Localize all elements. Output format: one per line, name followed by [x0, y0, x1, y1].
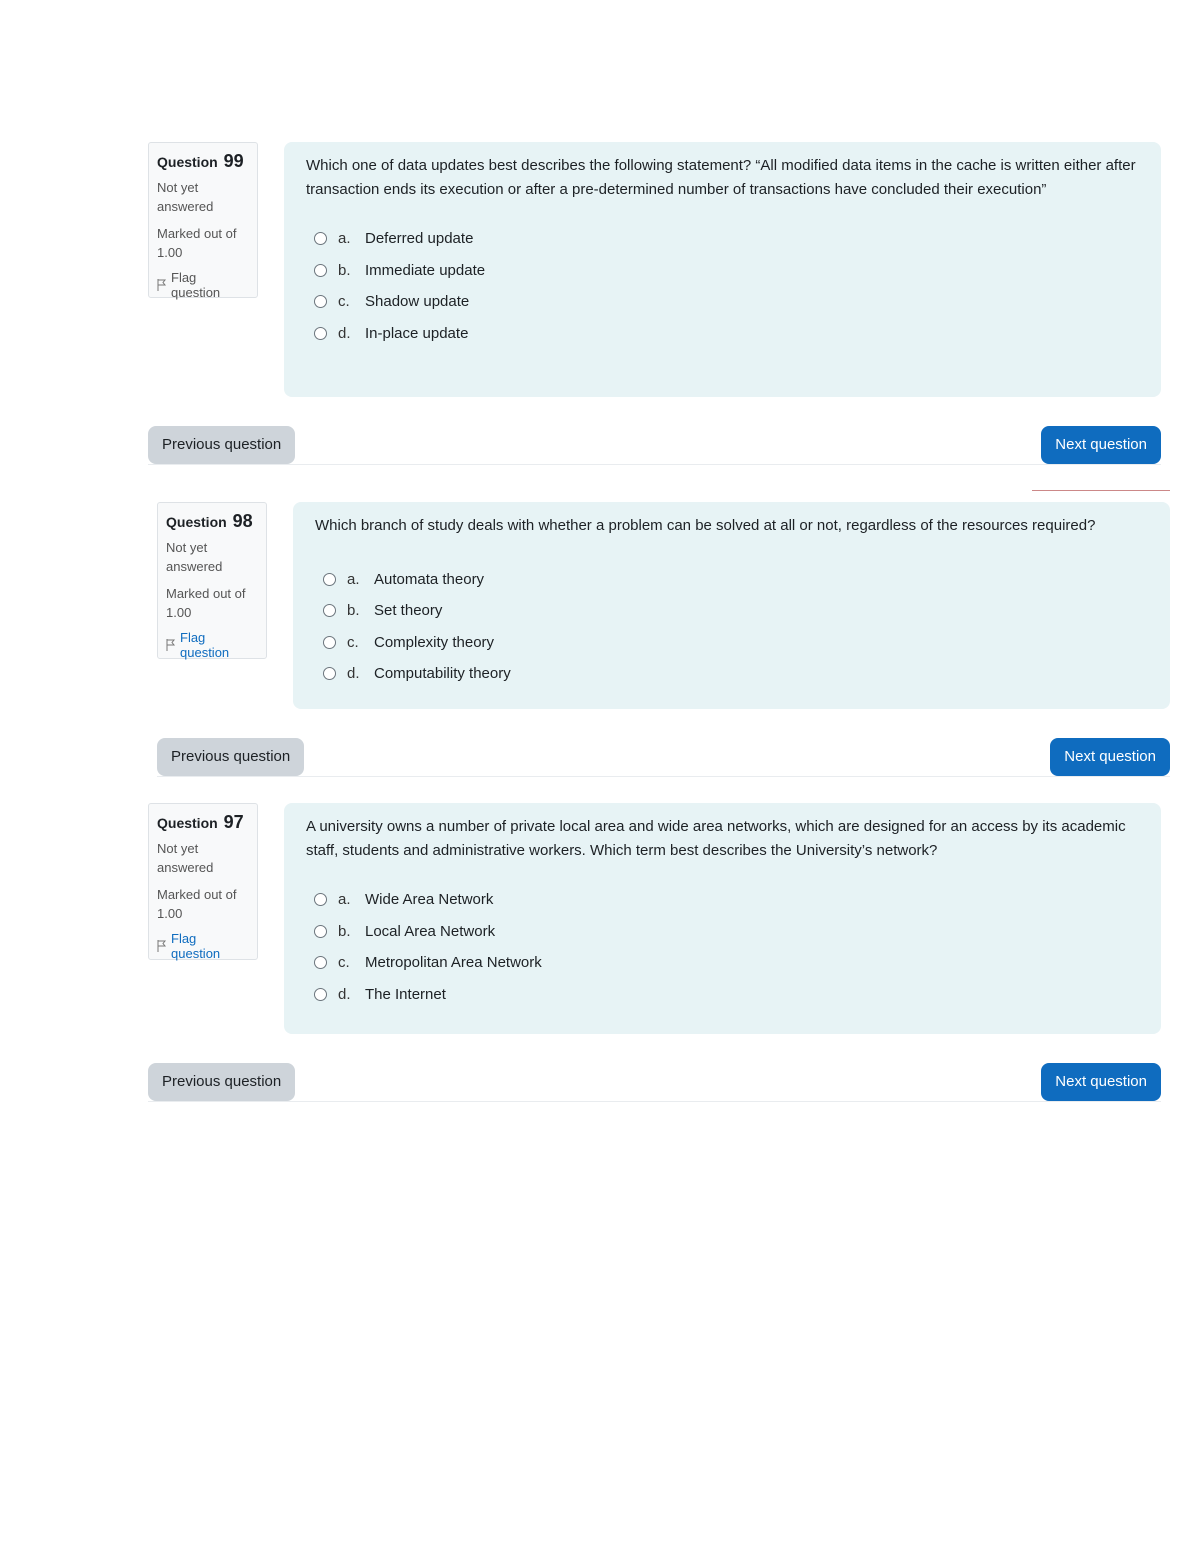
answer-option-d[interactable]: d. In-place update	[306, 318, 1139, 350]
question-number: Question 99	[157, 151, 244, 171]
question-text: A university owns a number of private local area and wide area networks, which are designed for an access by its academic staff, students and administrative workers. Which term best describes the University’s network?	[306, 818, 1126, 859]
radio-icon[interactable]	[314, 893, 327, 906]
next-question-button[interactable]: Next question	[1041, 426, 1161, 464]
question-info-98	[157, 502, 267, 659]
question-number: Question 98	[166, 511, 253, 531]
flag-question-label: Flag question	[171, 931, 221, 961]
radio-icon[interactable]	[314, 264, 327, 277]
answer-option-d[interactable]: d. Computability theory	[315, 658, 1148, 690]
question-state: Not yet answered	[157, 180, 214, 214]
flag-question-label: Flag question	[171, 270, 221, 300]
answer-option-d[interactable]: d. The Internet	[306, 979, 1139, 1011]
flag-question-link[interactable]	[166, 630, 258, 660]
answer-label: Immediate update	[365, 261, 486, 279]
answer-label: In-place update	[365, 324, 469, 342]
radio-icon[interactable]	[314, 925, 327, 938]
answer-label: Computability theory	[374, 665, 511, 683]
answer-label: Automata theory	[374, 570, 485, 588]
radio-icon[interactable]	[314, 327, 327, 340]
answer-label: Set theory	[374, 602, 443, 620]
answer-label: Complexity theory	[374, 633, 495, 651]
question-grade: Marked out of 1.00	[166, 586, 246, 620]
answer-option-a[interactable]: a. Wide Area Network	[306, 884, 1139, 916]
answer-option-a[interactable]: a. Automata theory	[315, 564, 1148, 596]
radio-icon[interactable]	[314, 988, 327, 1001]
question-state: Not yet answered	[166, 540, 223, 574]
answer-label: Shadow update	[365, 293, 470, 311]
question-nav-3	[148, 1063, 1161, 1103]
question-number: Question 97	[157, 812, 244, 832]
answer-label: Local Area Network	[365, 922, 496, 940]
question-nav-2	[157, 738, 1170, 778]
question-text: Which one of data updates best describes the following statement? “All modified data items in the cache is written either after transaction ends its execution or after a pre-determined number of transactions have concluded their execution”	[306, 157, 1136, 198]
answer-option-b[interactable]: b. Immediate update	[306, 255, 1139, 287]
previous-question-button[interactable]: Previous question	[148, 1063, 295, 1101]
radio-icon[interactable]	[323, 667, 336, 680]
flag-question-link[interactable]	[157, 270, 249, 300]
answer-list	[315, 564, 1148, 690]
nav-divider	[157, 776, 1170, 777]
answer-option-c[interactable]: c. Complexity theory	[315, 627, 1148, 659]
flag-icon	[157, 279, 167, 291]
next-question-button[interactable]: Next question	[1050, 738, 1170, 776]
answer-label: Metropolitan Area Network	[365, 954, 542, 972]
question-grade: Marked out of 1.00	[157, 887, 237, 921]
radio-icon[interactable]	[314, 295, 327, 308]
radio-icon[interactable]	[314, 232, 327, 245]
answer-list	[306, 884, 1139, 1010]
question-content-98	[293, 502, 1170, 709]
divider-line	[1032, 490, 1170, 491]
flag-question-link[interactable]	[157, 931, 249, 961]
answer-list	[306, 223, 1139, 349]
radio-icon[interactable]	[314, 956, 327, 969]
question-info-97	[148, 803, 258, 960]
question-content-97	[284, 803, 1161, 1034]
answer-option-a[interactable]: a. Deferred update	[306, 223, 1139, 255]
radio-icon[interactable]	[323, 636, 336, 649]
answer-label: The Internet	[365, 985, 446, 1003]
answer-option-c[interactable]: c. Shadow update	[306, 286, 1139, 318]
flag-question-label: Flag question	[180, 630, 230, 660]
radio-icon[interactable]	[323, 604, 336, 617]
previous-question-button[interactable]: Previous question	[157, 738, 304, 776]
answer-option-b[interactable]: b. Set theory	[315, 595, 1148, 627]
question-nav-1	[148, 426, 1161, 466]
question-info-99	[148, 142, 258, 298]
answer-label: Deferred update	[365, 230, 474, 248]
question-grade: Marked out of 1.00	[157, 226, 237, 260]
previous-question-button[interactable]: Previous question	[148, 426, 295, 464]
nav-divider	[148, 464, 1161, 465]
flag-icon	[166, 639, 176, 651]
question-content-99	[284, 142, 1161, 397]
question-text: Which branch of study deals with whether a problem can be solved at all or not, regardless of the resources required?	[315, 517, 1096, 534]
flag-icon	[157, 940, 167, 952]
radio-icon[interactable]	[323, 573, 336, 586]
answer-label: Wide Area Network	[365, 891, 494, 909]
question-state: Not yet answered	[157, 841, 214, 875]
answer-option-b[interactable]: b. Local Area Network	[306, 916, 1139, 948]
next-question-button[interactable]: Next question	[1041, 1063, 1161, 1101]
nav-divider	[148, 1101, 1161, 1102]
answer-option-c[interactable]: c. Metropolitan Area Network	[306, 947, 1139, 979]
